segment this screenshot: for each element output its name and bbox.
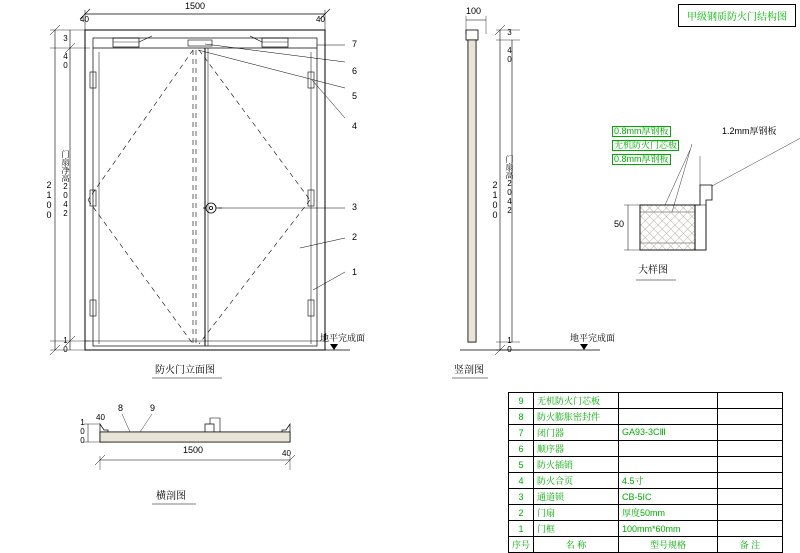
table-row — [509, 489, 783, 505]
part-remark — [718, 393, 783, 409]
part-no: 7 — [509, 425, 534, 441]
part-model — [619, 393, 718, 409]
callout-5: 5 — [352, 91, 358, 101]
part-model: CB-5IC — [619, 489, 718, 505]
detail-dim-50: 50 — [614, 219, 625, 229]
part-remark — [718, 441, 783, 457]
part-remark — [718, 489, 783, 505]
part-remark — [718, 521, 783, 537]
side-top-dim: 3 40 — [505, 28, 514, 64]
header-remark: 备 注 — [718, 537, 783, 553]
elevation-left-side-dim: 40 — [80, 15, 89, 24]
table-row — [509, 521, 783, 537]
plan-width-dim: 1500 — [183, 445, 204, 455]
side-height-dim: 2100 — [490, 180, 500, 220]
part-remark — [718, 473, 783, 489]
part-model: 4.5寸 — [619, 473, 718, 489]
side-ground-label: 地平完成面 — [570, 333, 616, 343]
part-no: 2 — [509, 505, 534, 521]
callout-1: 1 — [352, 267, 358, 277]
part-remark — [718, 457, 783, 473]
part-name: 防火膨胀密封件 — [534, 409, 619, 425]
plan-left-side-dim: 40 — [96, 413, 105, 422]
elevation-width-dim: 1500 — [185, 1, 206, 11]
elevation-height-dim: 2100 — [44, 180, 54, 220]
callout-2: 2 — [352, 232, 358, 242]
table-row — [509, 473, 783, 489]
side-bottom-dim: 10 — [505, 336, 514, 354]
table-row — [509, 457, 783, 473]
plan-callout-8: 8 — [118, 403, 124, 413]
detail-note-1: 0.8mm厚钢板 — [614, 126, 669, 136]
detail-note-2: 无机防火门芯板 — [614, 140, 678, 150]
plan-right-side-dim: 40 — [282, 449, 291, 458]
table-row — [509, 425, 783, 441]
callout-6: 6 — [352, 66, 358, 76]
part-name: 门扇 — [534, 505, 619, 521]
callout-7: 7 — [352, 39, 358, 49]
part-name: 通道锁 — [534, 489, 619, 505]
part-name: 闭门器 — [534, 425, 619, 441]
elevation-clear-height-dim: 门扇净高2042 — [61, 150, 70, 218]
part-remark — [718, 505, 783, 521]
part-name: 防火插销 — [534, 457, 619, 473]
part-model: GA93-3CⅢ — [619, 425, 718, 441]
part-model: 厚度50mm — [619, 505, 718, 521]
detail-note-3: 0.8mm厚钢板 — [614, 154, 669, 164]
part-name: 顺序器 — [534, 441, 619, 457]
part-no: 1 — [509, 521, 534, 537]
parts-table — [508, 392, 783, 553]
table-row — [509, 393, 783, 409]
elevation-caption: 防火门立面图 — [155, 365, 215, 376]
elevation-top-dim: 3 40 — [61, 34, 70, 70]
part-no: 9 — [509, 393, 534, 409]
header-no: 序号 — [509, 537, 534, 553]
callout-3: 3 — [352, 202, 358, 212]
callout-4: 4 — [352, 121, 358, 131]
elevation-right-side-dim: 40 — [316, 15, 325, 24]
part-model: 100mm*60mm — [619, 521, 718, 537]
header-model: 型号规格 — [619, 537, 718, 553]
table-row — [509, 409, 783, 425]
part-name: 无机防火门芯板 — [534, 393, 619, 409]
side-clear-height-dim: 门扇高2042 — [505, 155, 514, 215]
part-no: 3 — [509, 489, 534, 505]
part-model — [619, 457, 718, 473]
part-remark — [718, 425, 783, 441]
table-row — [509, 441, 783, 457]
part-no: 6 — [509, 441, 534, 457]
part-no: 4 — [509, 473, 534, 489]
elevation-bottom-dim: 10 — [61, 336, 70, 354]
elevation-ground-label: 地平完成面 — [320, 333, 366, 343]
drawing-title: 甲级钢质防火门结构图 — [687, 12, 787, 23]
plan-callout-9: 9 — [150, 403, 156, 413]
part-no: 8 — [509, 409, 534, 425]
plan-thickness-dim: 100 — [78, 418, 87, 445]
table-row — [509, 505, 783, 521]
table-header-row — [509, 537, 783, 553]
side-width-dim: 100 — [466, 6, 482, 16]
part-name: 门框 — [534, 521, 619, 537]
part-remark — [718, 409, 783, 425]
part-model — [619, 441, 718, 457]
part-model — [619, 409, 718, 425]
part-name: 防火合页 — [534, 473, 619, 489]
header-name: 名 称 — [534, 537, 619, 553]
detail-right-note: 1.2mm厚钢板 — [722, 126, 777, 136]
detail-caption: 大样图 — [638, 265, 668, 276]
plan-section-caption: 横剖图 — [156, 491, 186, 502]
side-section-caption: 竖剖图 — [454, 365, 484, 376]
part-no: 5 — [509, 457, 534, 473]
